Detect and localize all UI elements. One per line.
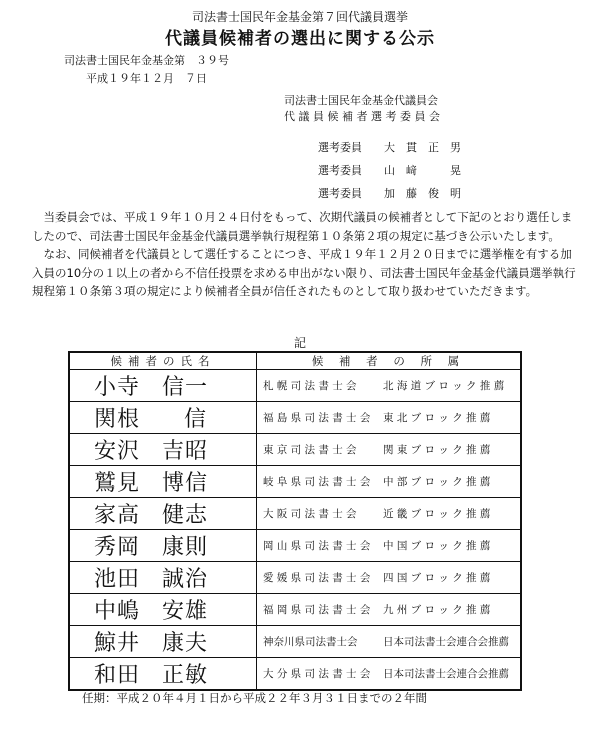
candidate-given-name: 博信 — [162, 471, 209, 496]
candidate-surname: 中嶋 — [94, 599, 141, 624]
member-role: 選考委員 — [318, 164, 362, 177]
document-date: 平成１９年１２月 ７日 — [86, 72, 207, 85]
table-header-row — [69, 352, 521, 370]
candidate-recommendation: 中 部 ブ ロ ッ ク 推 薦 — [383, 476, 491, 488]
candidate-given-name: 康則 — [162, 535, 209, 560]
candidate-given-name: 信 — [184, 407, 208, 432]
page-title: 代議員候補者の選出に関する公示 — [165, 29, 435, 49]
candidate-surname: 関根 — [94, 407, 141, 432]
candidate-given-name: 誠治 — [162, 567, 209, 592]
candidate-association: 岐 阜 県 司 法 書 士 会 — [263, 476, 371, 488]
candidate-recommendation: 四 国 ブ ロ ッ ク 推 薦 — [383, 572, 491, 584]
candidate-surname: 秀岡 — [94, 535, 141, 560]
candidate-association: 大 分 県 司 法 書 士 会 — [263, 668, 371, 680]
candidate-surname: 和田 — [94, 663, 141, 688]
issuer-organization: 司法書士国民年金基金代議員会 — [284, 94, 438, 107]
issuer-committee: 代 議 員 候 補 者 選 考 委 員 会 — [284, 110, 440, 123]
table-row — [69, 530, 521, 562]
table-row — [69, 658, 521, 691]
member-role: 選考委員 — [318, 187, 362, 200]
member-name: 大 貫 正 男 — [384, 141, 461, 154]
column-header-name: 候補者の氏名 — [69, 352, 257, 370]
candidate-given-name: 正敏 — [162, 663, 209, 688]
candidate-recommendation: 日本司法書士会連合会推薦 — [383, 636, 509, 648]
candidate-surname: 鷲見 — [94, 471, 141, 496]
table-row — [69, 370, 521, 402]
table-row — [69, 626, 521, 658]
member-name: 加 藤 俊 明 — [384, 187, 461, 200]
candidate-affiliation — [257, 562, 522, 594]
candidate-given-name: 健志 — [162, 503, 209, 528]
table-row — [69, 402, 521, 434]
candidate-recommendation: 東 北 ブ ロ ッ ク 推 薦 — [383, 412, 491, 424]
member-name: 山 﨑 晃 — [384, 164, 461, 177]
candidate-affiliation — [257, 498, 522, 530]
candidate-association: 愛 媛 県 司 法 書 士 会 — [263, 572, 371, 584]
candidate-name — [69, 434, 257, 466]
candidate-affiliation — [257, 530, 522, 562]
candidate-name — [69, 402, 257, 434]
candidate-name — [69, 370, 257, 402]
candidate-name — [69, 594, 257, 626]
member-role: 選考委員 — [318, 141, 362, 154]
candidate-name — [69, 658, 257, 691]
candidate-given-name: 安雄 — [162, 599, 209, 624]
notice-paragraph: 当委員会では、平成１９年１０月２４日付をもって、次期代議員の候補者として下記のとおり選任しましたので、司法書士国民年金基金代議員選挙執行規程第１０条第２項の規定に基づき公示いたします。 — [32, 210, 573, 243]
document-number: 司法書士国民年金基金第 ３９号 — [64, 54, 229, 67]
candidate-affiliation — [257, 466, 522, 498]
candidate-affiliation — [257, 402, 522, 434]
candidate-given-name: 康夫 — [162, 631, 209, 656]
candidate-name — [69, 466, 257, 498]
candidate-surname: 家高 — [94, 503, 141, 528]
candidate-affiliation — [257, 658, 522, 691]
candidate-name — [69, 626, 257, 658]
candidate-given-name: 吉昭 — [162, 439, 209, 464]
candidate-surname: 池田 — [94, 567, 141, 592]
candidate-association: 福 島 県 司 法 書 士 会 — [263, 412, 371, 424]
candidate-recommendation: 近 畿 ブ ロ ッ ク 推 薦 — [383, 508, 491, 520]
candidate-association: 大 阪 司 法 書 士 会 — [263, 508, 357, 520]
candidate-association: 福 岡 県 司 法 書 士 会 — [263, 604, 371, 616]
candidate-association: 東 京 司 法 書 士 会 — [263, 444, 357, 456]
candidate-affiliation — [257, 370, 522, 402]
candidate-affiliation — [257, 594, 522, 626]
candidate-surname: 鯨井 — [94, 631, 141, 656]
candidate-given-name: 信一 — [162, 375, 209, 400]
candidate-recommendation: 中 国 ブ ロ ッ ク 推 薦 — [383, 540, 491, 552]
candidate-recommendation: 関 東 ブ ロ ッ ク 推 薦 — [383, 444, 491, 456]
candidate-surname: 小寺 — [94, 375, 141, 400]
election-heading: 司法書士国民年金基金第７回代議員選挙 — [191, 10, 408, 24]
notice-body — [32, 208, 580, 301]
candidate-affiliation — [257, 434, 522, 466]
table-row — [69, 466, 521, 498]
candidate-association: 岡 山 県 司 法 書 士 会 — [263, 540, 371, 552]
table-row — [69, 498, 521, 530]
table-row — [69, 434, 521, 466]
column-header-affiliation: 候 補 者 の 所 属 — [257, 352, 522, 370]
candidate-association: 札 幌 司 法 書 士 会 — [263, 380, 357, 392]
record-mark: 記 — [293, 336, 306, 350]
candidate-association: 神奈川県司法書士会 — [263, 636, 358, 648]
table-row — [69, 594, 521, 626]
table-row — [69, 562, 521, 594]
candidate-table — [68, 351, 522, 691]
candidate-recommendation: 九 州 ブ ロ ッ ク 推 薦 — [383, 604, 491, 616]
term-of-office: 任期：平成２０年４月１日から平成２２年３月３１日までの２年間 — [82, 691, 427, 705]
candidate-recommendation: 日本司法書士会連合会推薦 — [383, 668, 509, 680]
candidate-surname: 安沢 — [94, 439, 141, 464]
notice-paragraph: なお、同候補者を代議員として選任することにつき、平成１９年１２月２０日までに選挙権を有する加入員の10分の１以上の者から不信任投票を求める申出がない限り、司法書士国民年金基金代議員選挙執行規程第１０条第３項の規定により候補者全員が信任されたものとして取り扱わせていただきます。 — [32, 247, 576, 298]
candidate-name — [69, 530, 257, 562]
candidate-name — [69, 562, 257, 594]
candidate-affiliation — [257, 626, 522, 658]
candidate-name — [69, 498, 257, 530]
candidate-recommendation: 北 海 道 ブ ロ ッ ク 推 薦 — [383, 380, 505, 392]
